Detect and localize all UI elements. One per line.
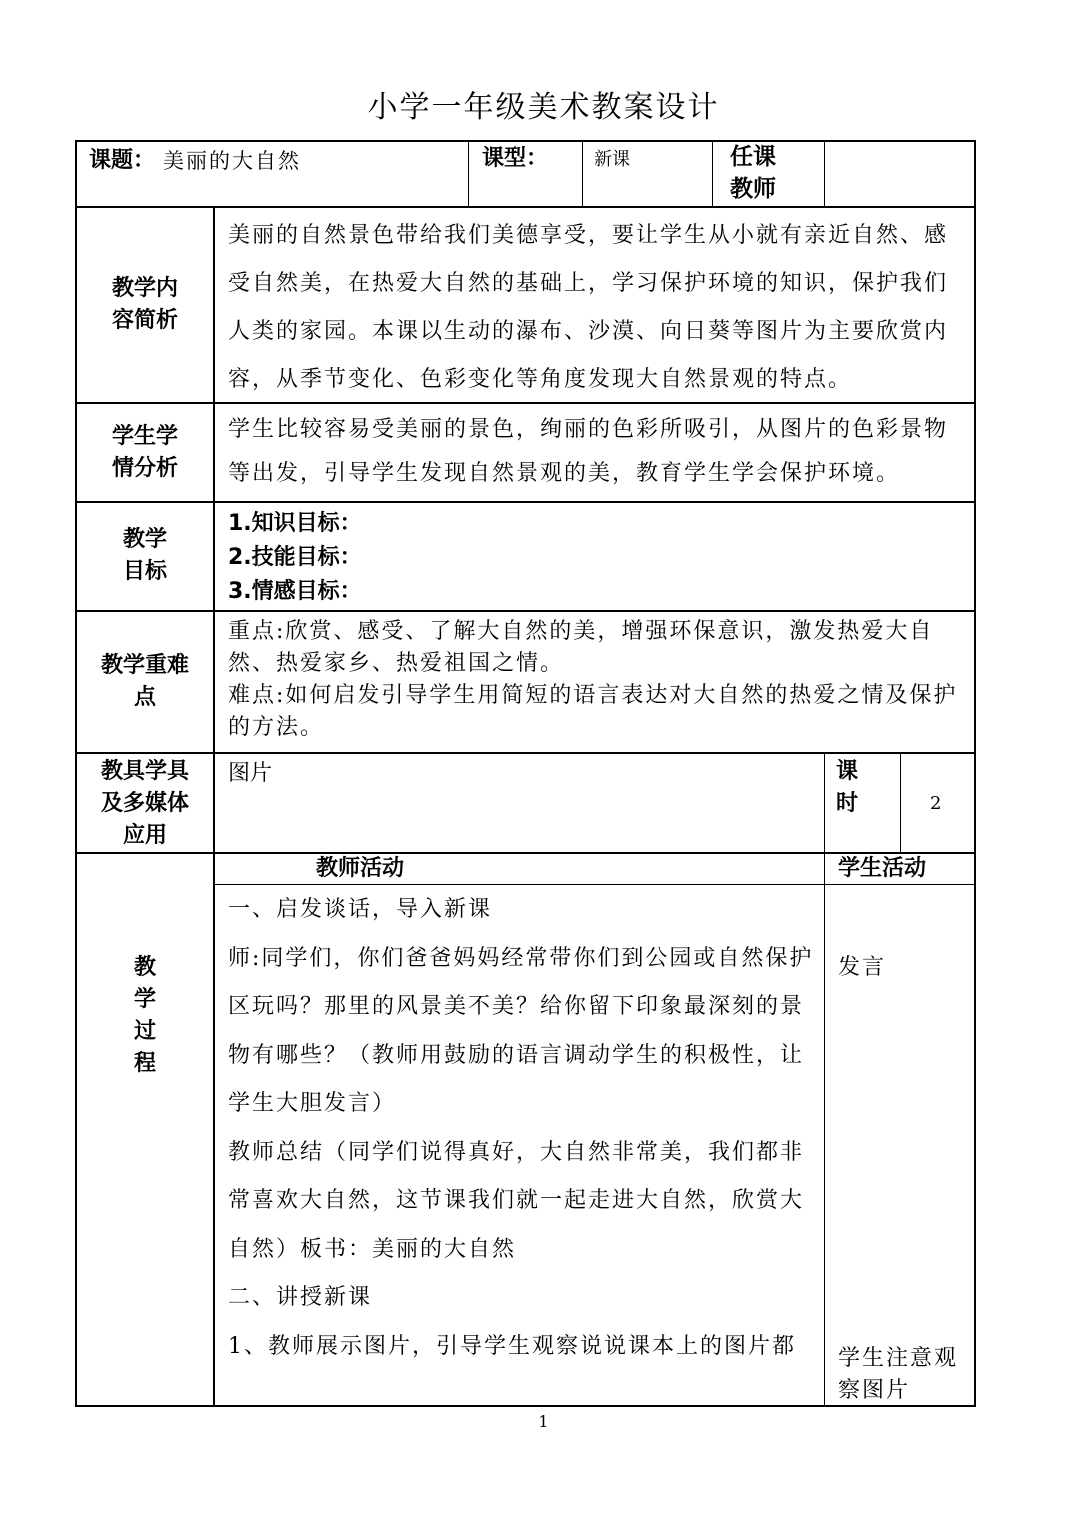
student-activity-header: 学生活动 <box>838 856 927 881</box>
materials-value: 图片 <box>228 761 273 786</box>
student-note-observe: 学生注意观察图片 <box>838 1346 959 1403</box>
page-number: 1 <box>538 1412 549 1431</box>
student-analysis-label: 学生学 情分析 <box>111 424 178 481</box>
objective-knowledge: 1.知识目标： <box>228 511 362 536</box>
objective-emotion: 3.情感目标： <box>228 579 362 604</box>
key-points-text: 重点:欣赏、感受、了解大自然的美，增强环保意识，激发热爱大自然、热爱家乡、热爱祖国之情。 难点:如何启发引导学生用简短的语言表达对大自然的热爱之情及保护的方法。 <box>228 619 958 740</box>
lesson-type-value: 新课 <box>594 149 630 170</box>
content-analysis-label: 教学内 容简析 <box>111 276 178 333</box>
class-hours-label: 课 时 <box>836 759 859 816</box>
student-note-speak: 发言 <box>838 955 887 980</box>
materials-label: 教具学具 及多媒体 应用 <box>100 759 189 848</box>
process-label: 教 学 过 程 <box>133 955 156 1076</box>
class-hours-value: 2 <box>930 793 942 814</box>
lesson-type-label: 课型： <box>482 146 549 171</box>
objectives-label: 教学 目标 <box>122 527 167 584</box>
content-analysis-text: 美丽的自然景色带给我们美德享受，要让学生从小就有亲近自然、感受自然美，在热爱大自然的基础上，学习保护环境的知识，保护我们人类的家园。本课以生动的瀑布、沙漠、向日葵等图片为主要欣赏内容，从季节变化、色彩变化等角度发现大自然景观的特点。 <box>228 223 949 392</box>
teacher-label: 任课 教师 <box>730 144 776 202</box>
topic-label: 课题： <box>89 148 156 173</box>
teacher-activity-text: 一、启发谈话，导入新课 师:同学们，你们爸爸妈妈经常带你们到公园或自然保护区玩吗？那里的风景美不美？给你留下印象最深刻的景物有哪些？（教师用鼓励的语言调动学生的积极性，让学生大胆发言） 教师总结（同学们说得真好，大自然非常美，我们都非常喜欢大自然，这节课我们就一起走进大自然，欣赏大自然）板书：美丽的大自然 二、讲授新课 1、教师展示图片，引导学生观察说说课本上的图片都 <box>228 897 814 1359</box>
teacher-activity-header: 教师活动 <box>316 856 405 881</box>
student-analysis-text: 学生比较容易受美丽的景色，绚丽的色彩所吸引，从图片的色彩景物等出发，引导学生发现自然景观的美，教育学生学会保护环境。 <box>228 417 949 486</box>
topic-value: 美丽的大自然 <box>163 149 301 173</box>
document-title: 小学一年级美术教案设计 <box>367 90 720 125</box>
key-points-label: 教学重难 点 <box>100 653 189 710</box>
objective-skill: 2.技能目标： <box>228 545 362 570</box>
